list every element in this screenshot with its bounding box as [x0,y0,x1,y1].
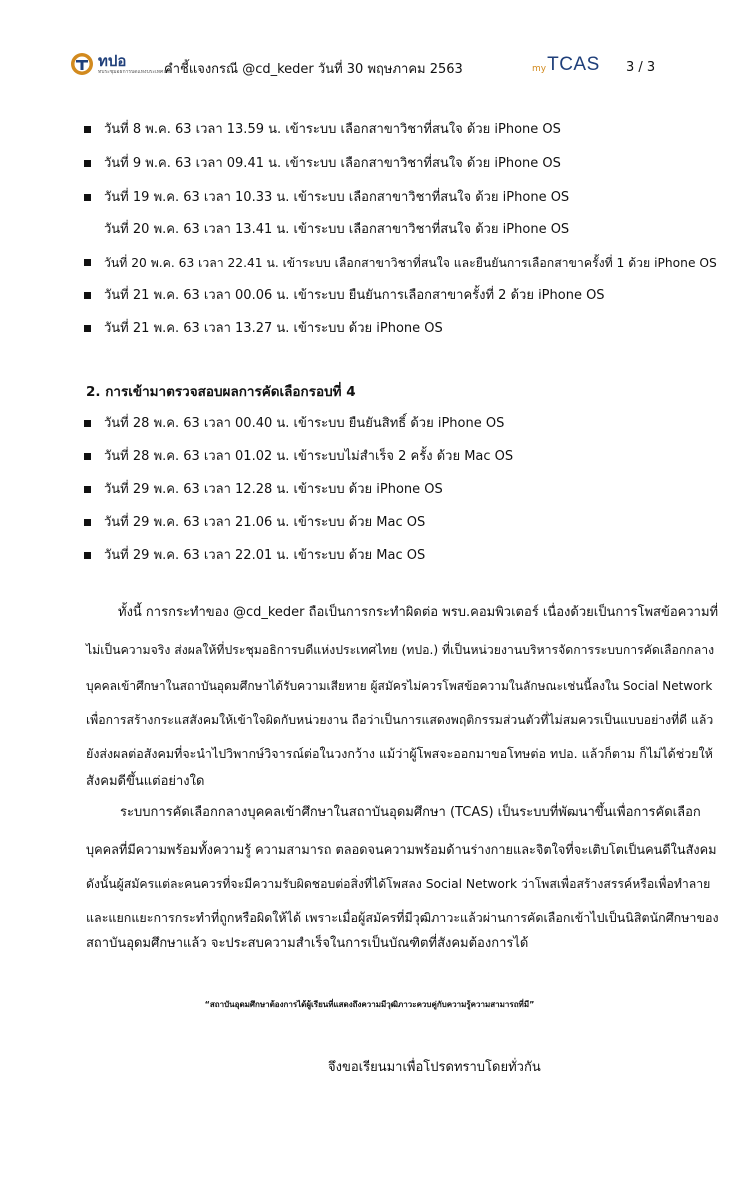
section-heading: 2. การเข้ามาตรวจสอบผลการคัดเลือกรอบที่ 4 [86,384,356,400]
list-item: วันที่ 29 พ.ค. 63 เวลา 22.01 น. เข้าระบบ ด้วย Mac OS [84,546,704,566]
paragraph-line: สถาบันอุดมศึกษาแล้ว จะประสบความสำเร็จในการเป็นบัณฑิตที่สังคมต้องการได้ [86,936,529,951]
square-bullet-icon [84,194,91,201]
page-header [70,50,680,90]
paragraph-line: บุคคลที่มีความพร้อมทั้งความรู้ ความสามารถ ตลอดจนความพร้อมด้านร่างกายและจิตใจที่จะเติบโตเป็นคนดีในสังคม [86,843,717,858]
paragraph-line: ไม่เป็นความจริง ส่งผลให้ที่ประชุมอธิการบดีแห่งประเทศไทย (ทปอ.) ที่เป็นหน่วยงานบริหารจัดการระบบการคัดเลือกกลาง [86,643,715,657]
paragraph-line: ทั้งนี้ การกระทำของ @cd_keder ถือเป็นการกระทำผิดต่อ พรบ.คอมพิวเตอร์ เนื่องด้วยเป็นการโพสข้อความที่ [118,605,719,620]
square-bullet-icon [84,325,91,332]
paragraph-line: สังคมดีขึ้นแต่อย่างใด [86,774,205,789]
closing-line: จึงขอเรียนมาเพื่อโปรดทราบโดยทั่วกัน [328,1060,541,1075]
square-bullet-icon [84,420,91,427]
list-item: วันที่ 29 พ.ค. 63 เวลา 12.28 น. เข้าระบบ ด้วย iPhone OS [84,480,704,500]
square-bullet-icon [84,259,91,266]
square-bullet-icon [84,453,91,460]
paragraph-line: ระบบการคัดเลือกกลางบุคคลเข้าศึกษาในสถาบันอุดมศึกษา (TCAS) เป็นระบบที่พัฒนาขึ้นเพื่อการคัดเลือก [120,805,701,820]
list-item: วันที่ 29 พ.ค. 63 เวลา 21.06 น. เข้าระบบ ด้วย Mac OS [84,513,704,533]
list-item: วันที่ 20 พ.ค. 63 เวลา 22.41 น. เข้าระบบ เลือกสาขาวิชาที่สนใจ และยืนยันการเลือกสาขาครั้งที่ 1 ด้วย iPhone OS [84,253,704,273]
square-bullet-icon [84,486,91,493]
list-item: วันที่ 19 พ.ค. 63 เวลา 10.33 น. เข้าระบบ เลือกสาขาวิชาที่สนใจ ด้วย iPhone OS [84,188,704,208]
paragraph-line: และแยกแยะการกระทำที่ถูกหรือผิดให้ได้ เพราะเมื่อผู้สมัครที่มีวุฒิภาวะแล้วผ่านการคัดเลือกเข้าไปเป็นนิสิตนักศึกษาของ [86,910,719,925]
mytcas-logo [532,54,600,76]
list-item: วันที่ 28 พ.ค. 63 เวลา 01.02 น. เข้าระบบไม่สำเร็จ 2 ครั้ง ด้วย Mac OS [84,447,704,467]
mytcas-my: my [532,64,547,74]
logo-name: ทปอ [98,51,127,70]
paragraph-line: ดังนั้นผู้สมัครแต่ละคนควรที่จะมีความรับผิดชอบต่อสิ่งที่ได้โพสลง Social Network ว่าโพสเพื่อสร้างสรรค์หรือเพื่อทำลาย [86,877,711,891]
tpo-emblem-icon [70,52,94,76]
list-item: วันที่ 28 พ.ค. 63 เวลา 00.40 น. เข้าระบบ ยืนยันสิทธิ์ ด้วย iPhone OS [84,414,704,434]
list-item: วันที่ 8 พ.ค. 63 เวลา 13.59 น. เข้าระบบ เลือกสาขาวิชาที่สนใจ ด้วย iPhone OS [84,120,704,140]
logo-subtitle: ที่ประชุมอธิการบดีแห่งประเทศไทย [98,69,172,75]
paragraph-line: ยังส่งผลต่อสังคมที่จะนำไปวิพากษ์วิจารณ์ต่อในวงกว้าง แม้ว่าผู้โพสจะออกมาขอโทษต่อ ทปอ. แล้วก็ตาม ก็ไม่ได้ช่วยให้ [86,746,713,761]
page-number: 3 / 3 [626,60,656,75]
list-item: วันที่ 21 พ.ค. 63 เวลา 00.06 น. เข้าระบบ ยืนยันการเลือกสาขาครั้งที่ 2 ด้วย iPhone OS [84,286,704,306]
tpo-logo [70,52,178,76]
list-item-continuation: วันที่ 20 พ.ค. 63 เวลา 13.41 น. เข้าระบบ เลือกสาขาวิชาที่สนใจ ด้วย iPhone OS [104,222,570,237]
list-item: วันที่ 9 พ.ค. 63 เวลา 09.41 น. เข้าระบบ เลือกสาขาวิชาที่สนใจ ด้วย iPhone OS [84,154,704,174]
square-bullet-icon [84,160,91,167]
square-bullet-icon [84,519,91,526]
paragraph-line: บุคคลเข้าศึกษาในสถาบันอุดมศึกษาได้รับความเสียหาย ผู้สมัครไม่ควรโพสข้อความในลักษณะเช่นนี้ลงใน Social Network [86,679,713,693]
page-title: คำชี้แจงกรณี @cd_keder วันที่ 30 พฤษภาคม 2563 [164,62,463,77]
closing-quote: “สถาบันอุดมศึกษาต้องการได้ผู้เรียนที่แสดงถึงความมีวุฒิภาวะควบคู่กับความรู้ความสามารถที่มี” [204,1000,535,1009]
paragraph-line: เพื่อการสร้างกระแสสังคมให้เข้าใจผิดกับหน่วยงาน ถือว่าเป็นการแสดงพฤติกรรมส่วนตัวที่ไม่สมควรเป็นแบบอย่างที่ดี แล้ว [86,713,714,727]
square-bullet-icon [84,126,91,133]
mytcas-tcas: TCAS [547,54,600,75]
square-bullet-icon [84,292,91,299]
list-item: วันที่ 21 พ.ค. 63 เวลา 13.27 น. เข้าระบบ ด้วย iPhone OS [84,319,704,339]
square-bullet-icon [84,552,91,559]
